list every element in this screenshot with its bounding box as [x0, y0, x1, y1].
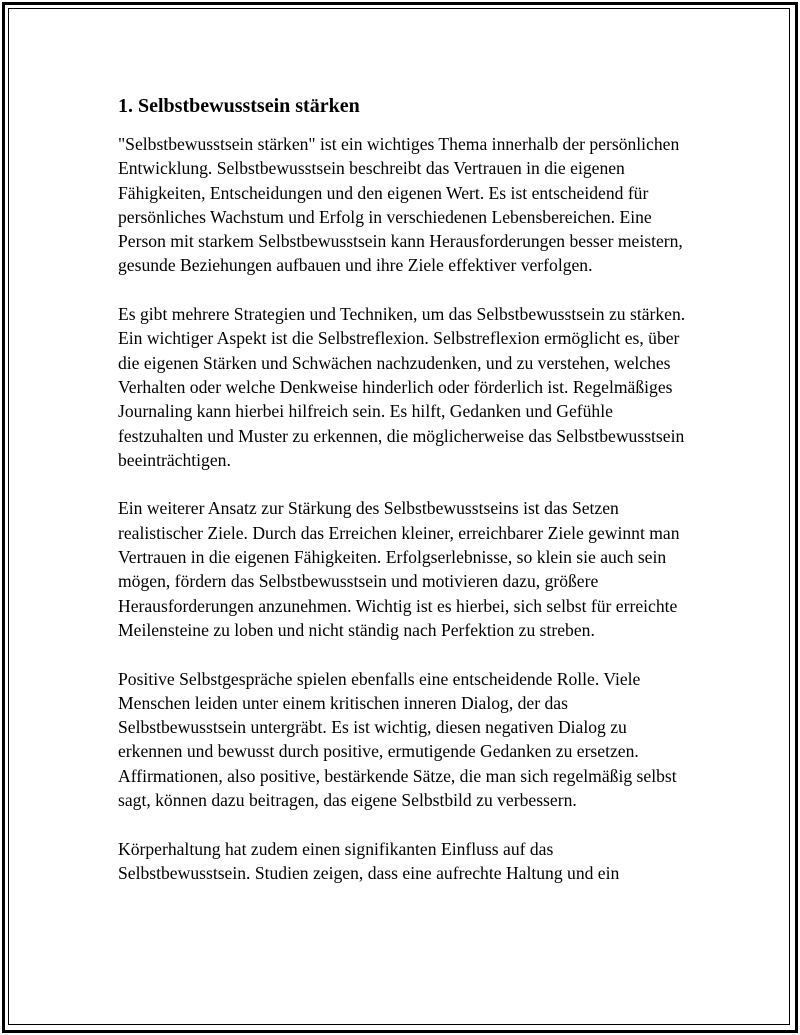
paragraph-intro: "Selbstbewusstsein stärken" ist ein wichtiges Thema innerhalb der persönlichen Entwicklung. Selbstbewusstsein beschreibt das Vertrauen in die eigenen Fähigkeiten, Entscheidungen und den eigenen Wert. Es ist entscheidend für persönliches Wachstum und Erfolg in verschiedenen Lebensbereichen. Eine Person mit starkem Selbstbewusstsein kann Herausforderungen besser meistern, gesunde Beziehungen aufbauen und ihre Ziele effektiver verfolgen. — [118, 134, 683, 276]
paragraph-self-talk: Positive Selbstgespräche spielen ebenfalls eine entscheidende Rolle. Viele Menschen leiden unter einem kritischen inneren Dialog, der das Selbstbewusstsein untergräbt. Es ist wichtig, diesen negativen Dialog zu erkennen und bewusst durch positive, ermutigende Gedanken zu ersetzen. Affirmationen, also positive, bestärkende Sätze, die man sich regelmäßig selbst sagt, können dazu beitragen, das eigene Selbstbild zu verbessern. — [118, 668, 677, 811]
document-body — [118, 92, 688, 910]
paragraph-strategies: Es gibt mehrere Strategien und Techniken, um das Selbstbewusstsein zu stärken. Ein wichtiger Aspekt ist die Selbstreflexion. Selbstreflexion ermöglicht es, über die eigenen Stärken und Schwächen nachzudenken, und zu verstehen, welches Verhalten oder welche Denkweise hinderlich oder förderlich ist. Regelmäßiges Journaling kann hierbei hilfreich sein. Es hilft, Gedanken und Gefühle festzuhalten und Muster zu erkennen, die möglicherweise das Selbstbewusstsein beeinträchtigen. — [118, 304, 686, 470]
paragraph-goals: Ein weiterer Ansatz zur Stärkung des Selbstbewusstseins ist das Setzen realistischer Ziele. Durch das Erreichen kleiner, erreichbarer Ziele gewinnt man Vertrauen in die eigenen Fähigkeiten. Erfolgserlebnisse, so klein sie auch sein mögen, fördern das Selbstbewusstsein und motivieren dazu, größere Herausforderungen anzunehmen. Wichtig ist es hierbei, sich selbst für erreichte Meilensteine zu loben und nicht ständig nach Perfektion zu streben. — [118, 498, 680, 640]
paragraph-posture: Körperhaltung hat zudem einen signifikanten Einfluss auf das Selbstbewusstsein. Studien zeigen, dass eine aufrechte Haltung und ein — [118, 838, 620, 883]
section-heading: 1. Selbstbewusstsein stärken — [118, 95, 360, 117]
